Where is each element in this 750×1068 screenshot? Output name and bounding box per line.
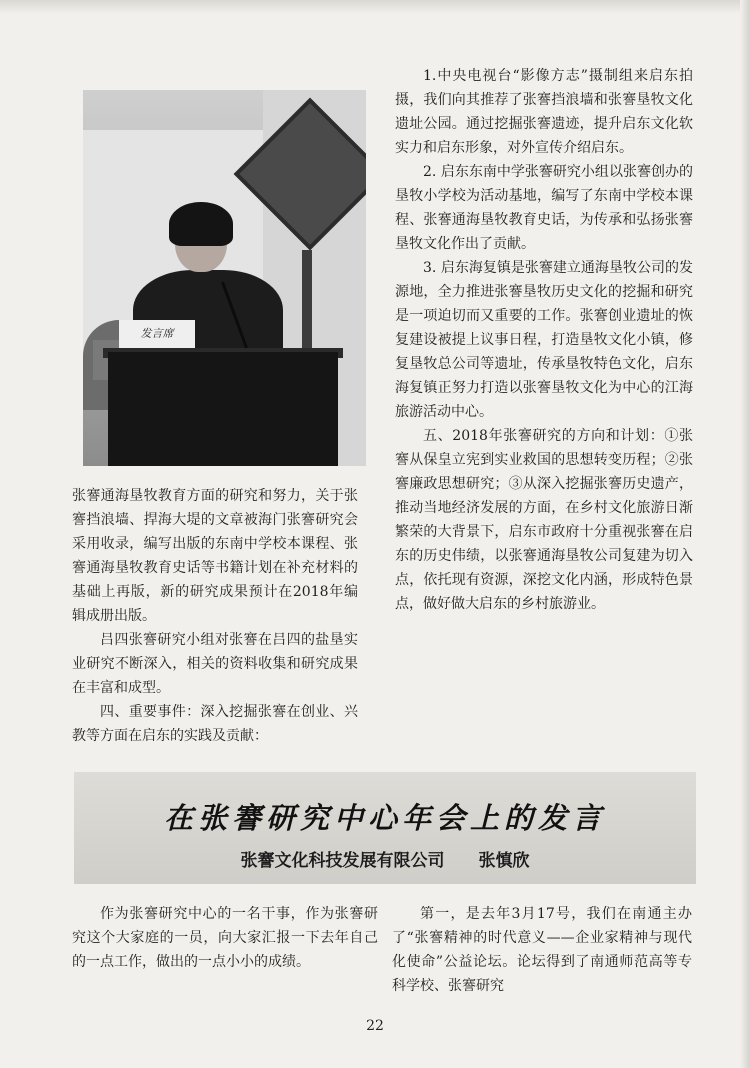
right-paragraph-3: 3. 启东海复镇是张謇建立通海垦牧公司的发源地，全力推进张謇垦牧历史文化的挖掘和研究是一项迫切而又重要的工作。张謇创业遗址的恢复建设被提上议事日程，打造垦牧文化小镇，修复垦牧总公司等遗址，传承垦牧特色文化，启东海复镇正努力打造以张謇垦牧文化为中心的江海旅游活动中心。: [395, 260, 693, 420]
left-paragraph-1: 张謇通海垦牧教育方面的研究和努力，关于张謇挡浪墙、捍海大堤的文章被海门张謇研究会采用收录，编写出版的东南中学校本课程、张謇通海垦牧教育史话等书籍计划在补充材料的基础上再版，新的研究成果预计在2018年编辑成册出版。: [72, 488, 358, 624]
article-byline: [74, 846, 696, 871]
left-paragraph-2: 吕四张謇研究小组对张謇在吕四的盐垦实业研究不断深入，相关的资料收集和研究成果在丰富和成型。: [72, 632, 358, 696]
article-right-paragraph: 第一，是去年3月17号，我们在南通主办了“张謇精神的时代意义——企业家精神与现代化使命”公益论坛。论坛得到了南通师范高等专科学校、张謇研究: [392, 906, 692, 994]
page-number: 22: [366, 1018, 384, 1034]
article-left-paragraph: 作为张謇研究中心的一名干事，作为张謇研究这个大家庭的一员，向大家汇报一下去年自己的一点工作，做出的一点小小的成绩。: [72, 906, 378, 970]
page-edge-top: [0, 0, 750, 14]
left-column-text: [72, 484, 358, 748]
article-title: 在张謇研究中心年会上的发言: [163, 801, 606, 835]
podium-sign: 发言席: [119, 320, 195, 348]
byline-author: 张慎欣: [478, 851, 530, 871]
podium: [108, 352, 338, 466]
byline-organization: 张謇文化科技发展有限公司: [240, 851, 445, 871]
page-edge-right: [740, 0, 750, 1068]
article-right-column: [392, 902, 692, 998]
right-paragraph-2: 2. 启东东南中学张謇研究小组以张謇创办的垦牧小学校为活动基地，编写了东南中学校本课程、张謇通海垦牧教育史话，为传承和弘扬张謇垦牧文化作出了贡献。: [395, 164, 693, 252]
right-paragraph-1: 1.中央电视台“影像方志”摄制组来启东拍摄，我们向其推荐了张謇挡浪墙和张謇垦牧文化遗址公园。通过挖掘张謇遗迹，提升启东文化软实力和启东形象，对外宣传介绍启东。: [395, 68, 693, 156]
speaker-photo: [83, 90, 366, 466]
right-paragraph-4: 五、2018年张謇研究的方向和计划：①张謇从保皇立宪到实业救国的思想转变历程；②张謇廉政思想研究；③从深入挖掘张謇历史遗产，推动当地经济发展的方面，在乡村文化旅游日渐繁荣的大背景下，启东市政府十分重视张謇在启东的历史伟绩，以张謇通海垦牧公司复建为切入点，依托现有资源，深挖文化内涵，形成特色景点，做好做大启东的乡村旅游业。: [395, 428, 693, 612]
speaker-hair: [169, 202, 233, 246]
right-column-text: [395, 64, 693, 616]
article-left-column: [72, 902, 378, 974]
left-paragraph-3: 四、重要事件：深入挖掘张謇在创业、兴教等方面在启东的实践及贡献：: [72, 704, 358, 744]
